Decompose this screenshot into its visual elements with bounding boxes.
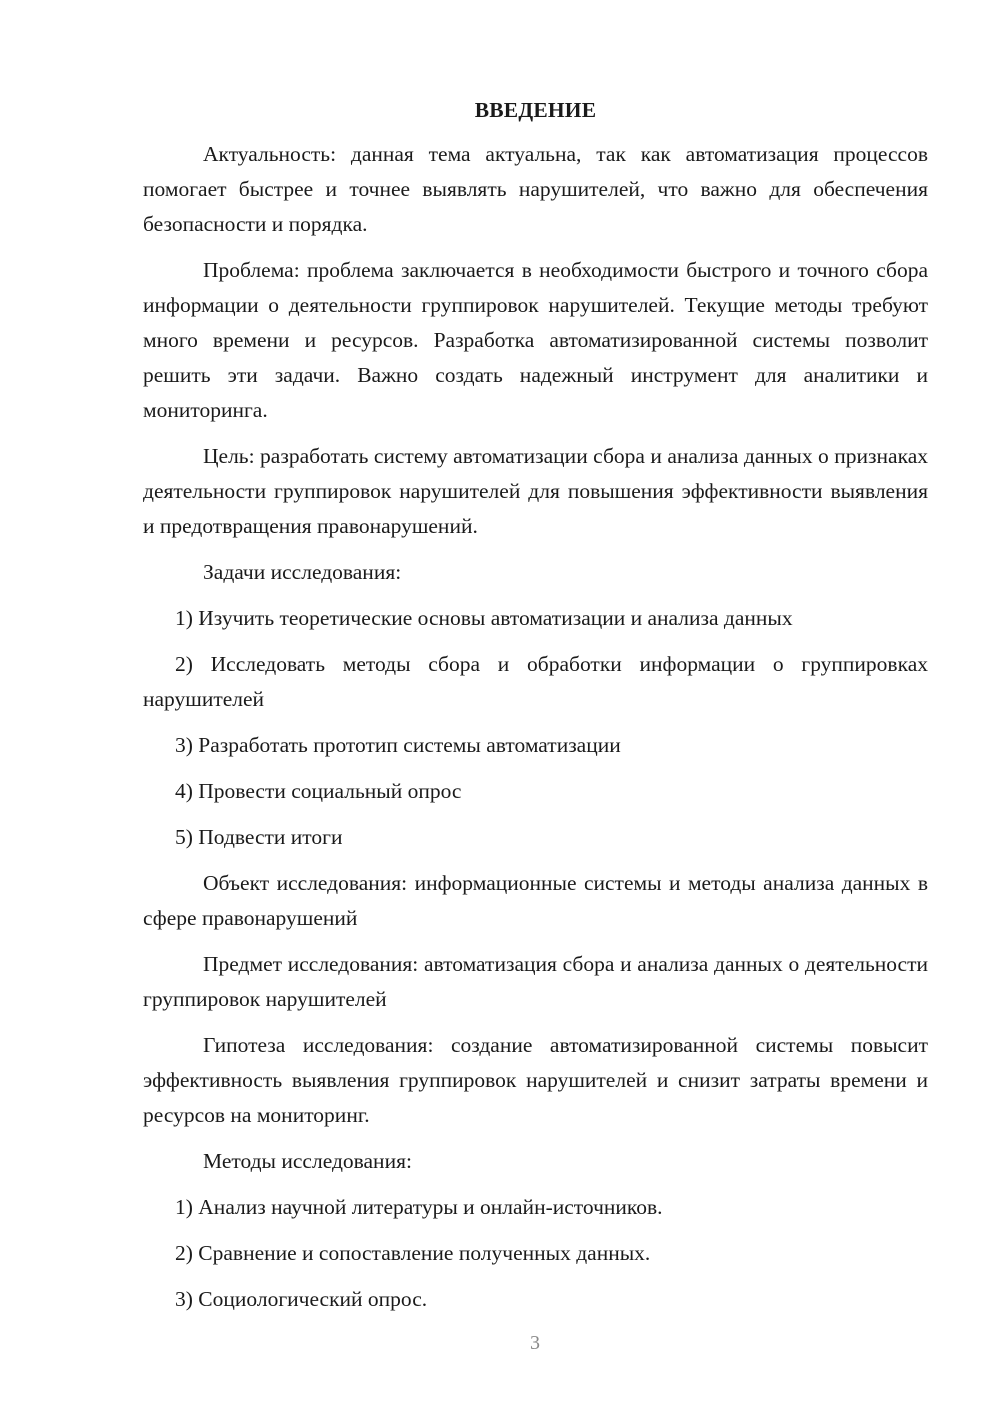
- task-item-5: 5) Подвести итоги: [175, 825, 343, 849]
- paragraph-relevance: Актуальность: данная тема актуальна, так как автоматизация процессов помогает быстрее и точнее выявлять нарушителей, что важно для обеспечения безопасности и порядка.: [143, 142, 928, 236]
- page-content: [143, 95, 928, 1328]
- paragraph-hypothesis: Гипотеза исследования: создание автоматизированной системы повысит эффективность выявления группировок нарушителей и снизит затраты времени и ресурсов на мониторинг.: [143, 1033, 928, 1127]
- task-item-4: 4) Провести социальный опрос: [175, 779, 462, 803]
- paragraph-goal: Цель: разработать систему автоматизации сбора и анализа данных о признаках деятельности группировок нарушителей для повышения эффективности выявления и предотвращения правонарушений.: [143, 444, 928, 538]
- method-item-1: 1) Анализ научной литературы и онлайн-источников.: [175, 1195, 663, 1219]
- tasks-heading: Задачи исследования:: [203, 560, 402, 584]
- paragraph-problem: Проблема: проблема заключается в необходимости быстрого и точного сбора информации о деятельности группировок нарушителей. Текущие методы требуют много времени и ресурсов. Разработка автоматизированной системы позволит решить эти задачи. Важно создать надежный инструмент для аналитики и мониторинга.: [143, 258, 928, 422]
- paragraph-subject: Предмет исследования: автоматизация сбора и анализа данных о деятельности группировок нарушителей: [143, 952, 928, 1011]
- methods-heading: Методы исследования:: [203, 1149, 412, 1173]
- page-number: 3: [530, 1332, 540, 1354]
- task-item-1: 1) Изучить теоретические основы автоматизации и анализа данных: [175, 606, 793, 630]
- task-item-3: 3) Разработать прототип системы автоматизации: [175, 733, 621, 757]
- section-title: ВВЕДЕНИЕ: [474, 98, 597, 122]
- method-item-3: 3) Социологический опрос.: [175, 1287, 428, 1311]
- task-item-2: 2) Исследовать методы сбора и обработки информации о группировках нарушителей: [143, 652, 928, 711]
- method-item-2: 2) Сравнение и сопоставление полученных данных.: [175, 1241, 651, 1265]
- paragraph-object: Объект исследования: информационные системы и методы анализа данных в сфере правонарушений: [143, 871, 928, 930]
